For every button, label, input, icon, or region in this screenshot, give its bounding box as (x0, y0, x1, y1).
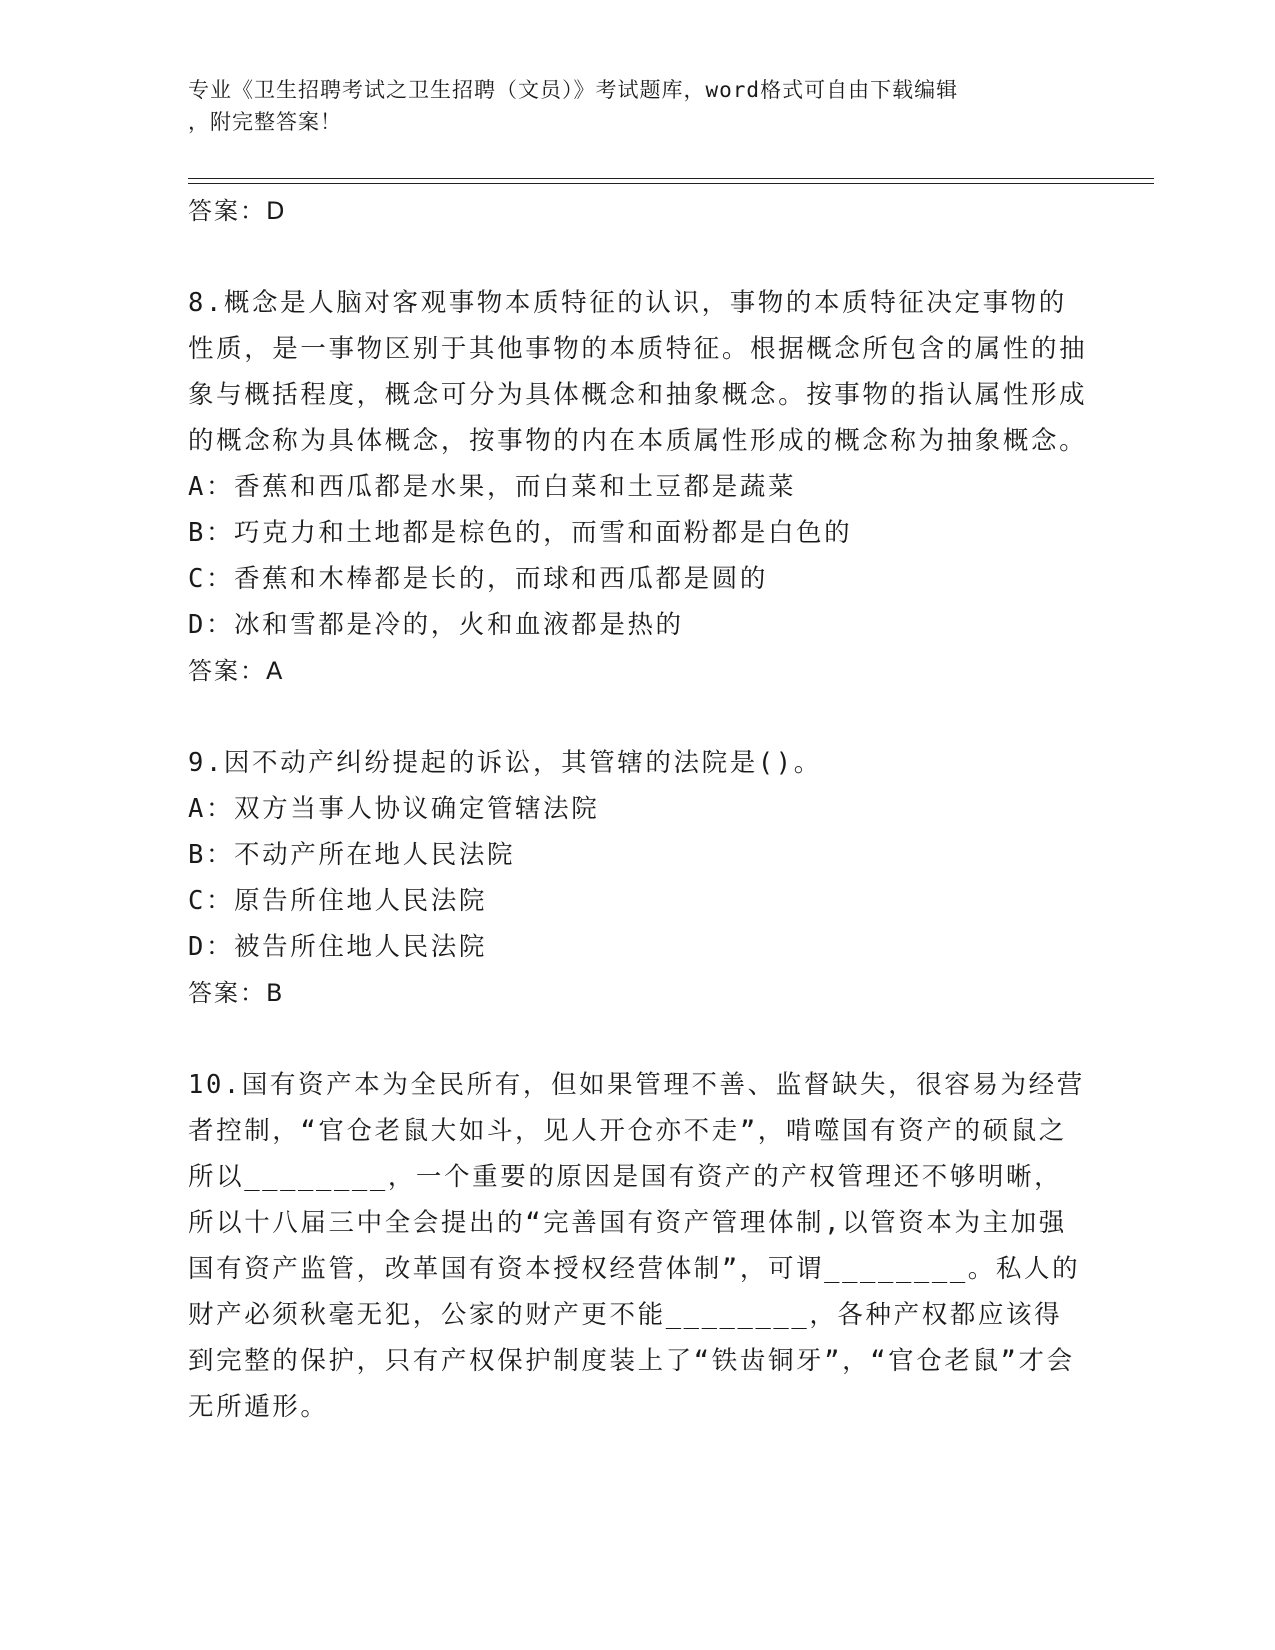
question-8-option-b: B：巧克力和土地都是棕色的，而雪和面粉都是白色的 (188, 518, 853, 548)
question-8-option-a: A：香蕉和西瓜都是水果，而白菜和土豆都是蔬菜 (188, 472, 797, 502)
spacer (188, 694, 1088, 740)
question-8-stem: 8.概念是人脑对客观事物本质特征的认识，事物的本质特征决定事物的性质，是一事物区别于其他事物的本质特征。根据概念所包含的属性的抽象与概括程度，概念可分为具体概念和抽象概念。按事物的指认属性形成的概念称为具体概念，按事物的内在本质属性形成的概念称为抽象概念。 (188, 288, 1088, 456)
question-9-option-a: A：双方当事人协议确定管辖法院 (188, 794, 600, 824)
header-rule-bottom (188, 183, 1154, 184)
document-header (188, 74, 1088, 138)
question-10 (188, 1062, 1088, 1430)
question-9-stem: 9.因不动产纠纷提起的诉讼，其管辖的法院是()。 (188, 748, 822, 778)
header-rule-top (188, 178, 1154, 179)
spacer (188, 234, 1088, 280)
question-8-option-d: D：冰和雪都是冷的，火和血液都是热的 (188, 610, 684, 640)
question-9 (188, 740, 1088, 1016)
question-9-answer: 答案：B (188, 979, 285, 1007)
question-content (188, 188, 1088, 1430)
question-9-option-d: D：被告所住地人民法院 (188, 932, 487, 962)
question-10-stem: 10.国有资产本为全民所有，但如果管理不善、监督缺失，很容易为经营者控制，“官仓老鼠大如斗，见人开仓亦不走”，啃噬国有资产的硕鼠之所以________，一个重要的原因是国有资产的产权管理还不够明晰，所以十八届三中全会提出的“完善国有资产管理体制,以管资本为主加强国有资产监管，改革国有资本授权经营体制”，可谓________。私人的财产必须秋毫无犯，公家的财产更不能________，各种产权都应该得到完整的保护，只有产权保护制度装上了“铁齿铜牙”，“官仓老鼠”才会无所遁形。 (188, 1070, 1085, 1422)
question-8-answer: 答案：A (188, 657, 285, 685)
question-9-option-b: B：不动产所在地人民法院 (188, 840, 516, 870)
header-line-2: ，附完整答案！ (188, 110, 342, 134)
header-line-1: 专业《卫生招聘考试之卫生招聘（文员）》考试题库，word格式可自由下载编辑 (188, 78, 959, 102)
previous-answer: 答案：D (188, 197, 287, 225)
question-8 (188, 280, 1088, 694)
question-8-option-c: C：香蕉和木棒都是长的，而球和西瓜都是圆的 (188, 564, 768, 594)
question-9-option-c: C：原告所住地人民法院 (188, 886, 487, 916)
spacer (188, 1016, 1088, 1062)
